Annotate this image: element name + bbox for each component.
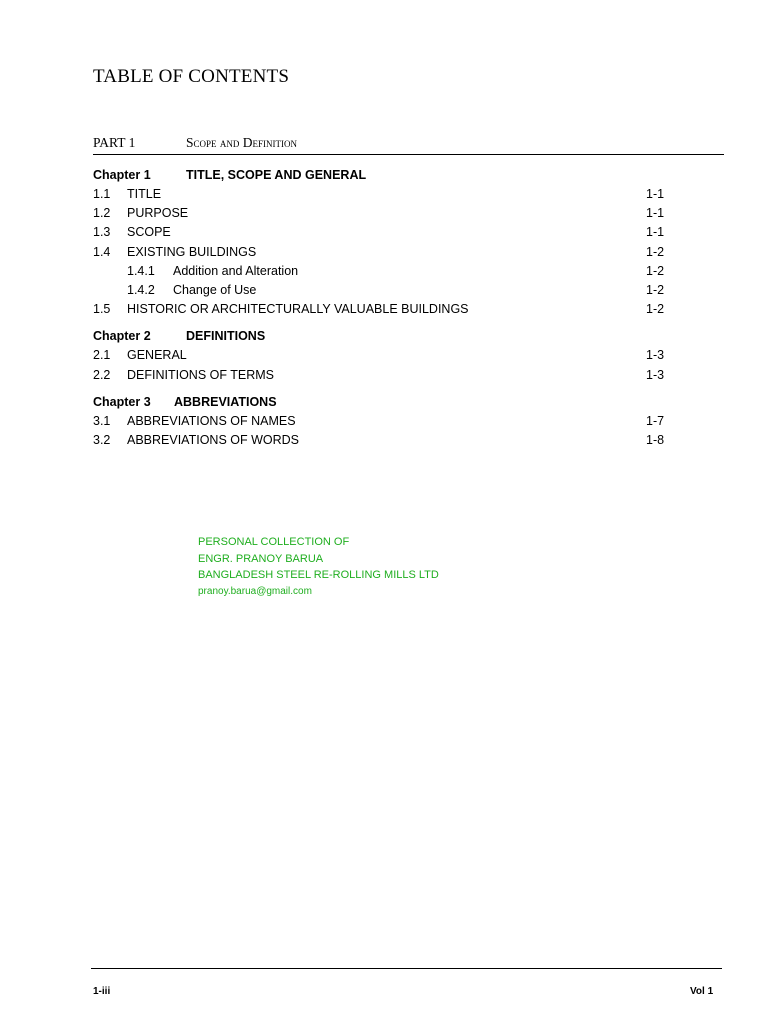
entry-page: 1-1 xyxy=(646,187,665,201)
entry-number: 1.1 xyxy=(93,187,111,201)
toc-list xyxy=(93,168,673,452)
page-title: TABLE OF CONTENTS xyxy=(93,66,290,87)
stamp-email: pranoy.barua@gmail.com xyxy=(198,585,312,597)
chapter-heading xyxy=(93,329,673,348)
entry-page: 1-2 xyxy=(646,263,665,278)
chapter-title: ABBREVIATIONS xyxy=(174,394,277,409)
part-label: PART 1 xyxy=(93,135,136,150)
entry-page: 1-7 xyxy=(646,413,665,428)
entry-number: 1.5 xyxy=(93,302,111,317)
toc-entry[interactable] xyxy=(93,348,673,367)
entry-number: 1.4.1 xyxy=(127,263,155,278)
entry-page: 1-1 xyxy=(646,206,665,221)
entry-number: 1.4 xyxy=(93,244,111,259)
entry-number: 1.2 xyxy=(93,206,111,221)
entry-title: HISTORIC OR ARCHITECTURALLY VALUABLE BUILDINGS xyxy=(127,302,469,317)
entry-title: Addition and Alteration xyxy=(173,263,299,278)
entry-page: 1-2 xyxy=(646,302,665,317)
chapter-heading xyxy=(93,395,673,414)
entry-page: 1-8 xyxy=(646,432,665,447)
footer-divider xyxy=(91,968,722,969)
entry-number: 1.4.2 xyxy=(127,282,155,297)
entry-number: 2.2 xyxy=(93,367,111,382)
chapter-label: Chapter 1 xyxy=(93,168,151,182)
entry-title: Change of Use xyxy=(173,282,257,297)
toc-entry[interactable] xyxy=(93,225,673,244)
stamp-line: BANGLADESH STEEL RE-ROLLING MILLS LTD xyxy=(198,569,439,581)
stamp-line: PERSONAL COLLECTION OF xyxy=(198,536,350,548)
toc-entry[interactable] xyxy=(93,414,673,433)
entry-number: 3.2 xyxy=(93,432,111,447)
footer-page-number: 1-iii xyxy=(93,986,111,997)
footer-volume: Vol 1 xyxy=(690,986,714,997)
toc-entry[interactable] xyxy=(93,368,673,387)
chapter-label: Chapter 2 xyxy=(93,329,151,344)
toc-subentry[interactable] xyxy=(93,264,673,283)
entry-title: SCOPE xyxy=(127,225,171,240)
toc-entry[interactable] xyxy=(93,433,673,452)
toc-subentry[interactable] xyxy=(93,283,673,302)
chapter-title: TITLE, SCOPE AND GENERAL xyxy=(186,168,367,182)
ownership-stamp xyxy=(198,534,439,600)
entry-number: 1.3 xyxy=(93,225,111,240)
entry-title: EXISTING BUILDINGS xyxy=(127,244,257,259)
part-header xyxy=(93,135,723,155)
entry-title: DEFINITIONS OF TERMS xyxy=(127,367,274,382)
entry-title: PURPOSE xyxy=(127,206,189,221)
entry-number: 2.1 xyxy=(93,348,111,363)
entry-page: 1-3 xyxy=(646,367,665,382)
chapter-label: Chapter 3 xyxy=(93,394,151,409)
toc-entry[interactable] xyxy=(93,245,673,264)
entry-title: ABBREVIATIONS OF WORDS xyxy=(127,432,300,447)
chapter-heading xyxy=(93,168,673,187)
entry-page: 1-1 xyxy=(646,225,665,240)
entry-page: 1-2 xyxy=(646,282,665,297)
entry-page: 1-2 xyxy=(646,244,665,259)
toc-entry[interactable] xyxy=(93,187,673,206)
part-divider xyxy=(93,154,724,155)
entry-number: 3.1 xyxy=(93,413,111,428)
entry-title: TITLE xyxy=(127,187,162,201)
part-title: Scope and Definition xyxy=(186,135,298,150)
stamp-line: ENGR. PRANOY BARUA xyxy=(198,552,324,565)
toc-entry[interactable] xyxy=(93,206,673,225)
chapter-title: DEFINITIONS xyxy=(186,329,266,344)
toc-entry[interactable] xyxy=(93,302,673,321)
entry-page: 1-3 xyxy=(646,348,665,363)
entry-title: GENERAL xyxy=(127,348,187,363)
entry-title: ABBREVIATIONS OF NAMES xyxy=(127,413,296,428)
